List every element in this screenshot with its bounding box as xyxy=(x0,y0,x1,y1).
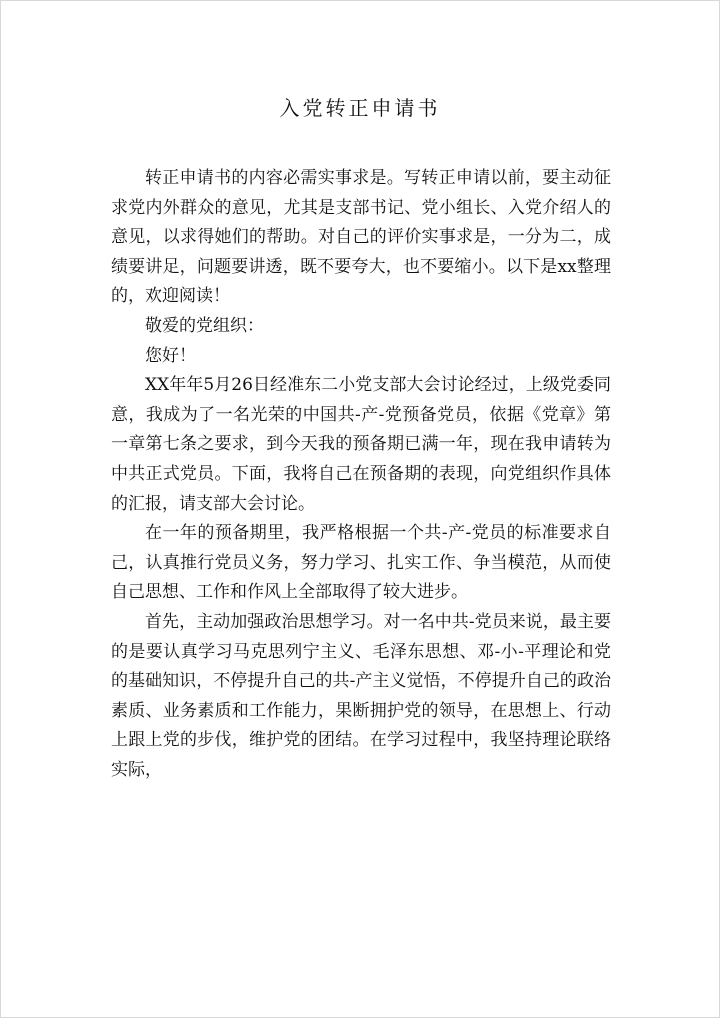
body-paragraph: 首先，主动加强政治思想学习。对一名中共-党员来说，最主要的是要认真学习马克思列宁主义、毛泽东思想、邓-小-平理论和党的基础知识，不停提升自己的共-产主义觉悟，不停提升自己的政治素质、业务素质和工作能力，果断拥护党的领导，在思想上、行动上跟上党的步伐，维护党的团结。在学习过程中，我坚持理论联络实际， xyxy=(111,611,611,780)
greeting: 您好！ xyxy=(145,345,196,366)
body-paragraph: 在一年的预备期里，我严格根据一个共-产-党员的标准要求自己，认真推行党员义务，努力学习、扎实工作、争当模范，从而使自己思想、工作和作风上全部取得了较大进步。 xyxy=(111,523,611,603)
document-body xyxy=(111,164,611,785)
salutation: 敬爱的党组织： xyxy=(145,315,264,336)
intro-paragraph: 转正申请书的内容必需实事求是。写转正申请以前，要主动征求党内外群众的意见，尤其是支部书记、党小组长、入党介绍人的意见，以求得她们的帮助。对自己的评价实事求是，一分为二，成绩要讲足，问题要讲透，既不要夸大，也不要缩小。以下是xx整理的，欢迎阅读！ xyxy=(111,168,611,307)
document-title: 入党转正申请书 xyxy=(279,96,441,120)
body-paragraph: XX年年5月26日经准东二小党支部大会讨论经过，上级党委同意，我成为了一名光荣的中国共-产-党预备党员，依据《党章》第一章第七条之要求，到今天我的预备期已满一年，现在我申请转为中共正式党员。下面，我将自己在预备期的表现，向党组织作具体的汇报，请支部大会讨论。 xyxy=(111,375,611,514)
